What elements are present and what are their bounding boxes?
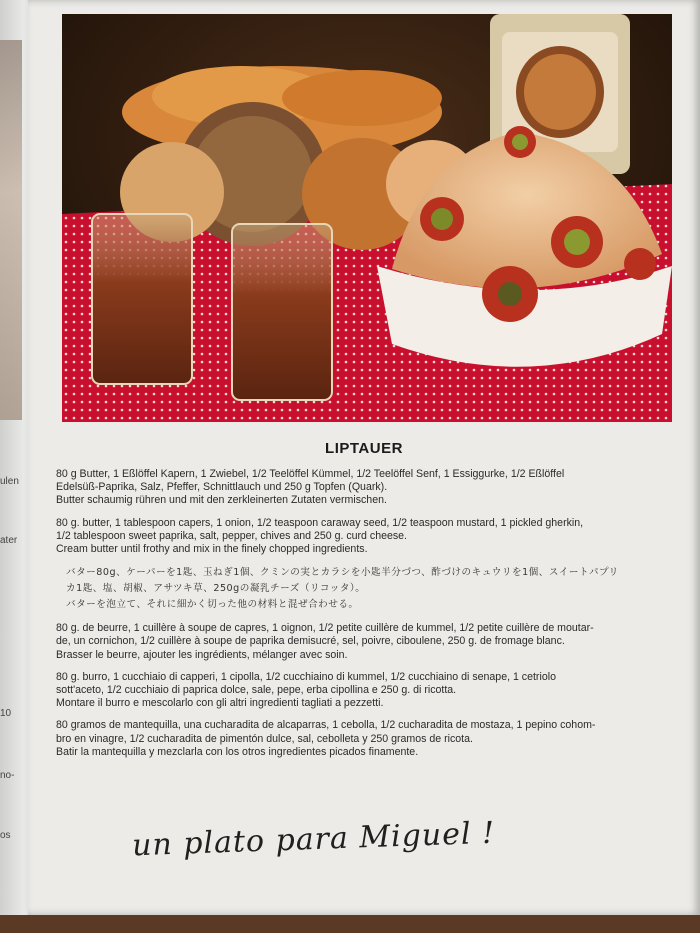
recipe-line: バターを泡立て、それに細かく切った他の材料と混ぜ合わせる。 (66, 599, 359, 611)
recipe-line: 80 g. de beurre, 1 cuillère à soupe de capres, 1 oignon, 1/2 petite cuillère de kummel, 1/2 petite cuillère de moutar- (56, 622, 594, 635)
recipe-photo (62, 14, 672, 422)
table-surface (0, 915, 700, 933)
recipe-spanish (56, 719, 700, 759)
recipe-french (56, 622, 700, 662)
left-page-photo-edge (0, 40, 22, 420)
recipe-line: バター80g、ケーパーを1匙、玉ねぎ1個、クミンの実とカラシを小匙半分づつ、酢づけのキュウリを1個、スイートパプリ (66, 567, 619, 579)
recipe-english (56, 517, 700, 557)
recipe-line: Butter schaumig rühren und mit den zerkleinerten Zutaten vermischen. (56, 494, 387, 507)
recipe-italian (56, 671, 700, 711)
recipe-line: Montare il burro e mescolarlo con gli altri ingredienti tagliati a pezzetti. (56, 697, 384, 710)
recipe-line: 80 g. butter, 1 tablespoon capers, 1 onion, 1/2 teaspoon caraway seed, 1/2 teaspoon mustard, 1 pickled gherkin, (56, 516, 584, 529)
recipe-line: 80 g Butter, 1 Eßlöffel Kapern, 1 Zwiebel, 1/2 Teelöffel Kümmel, 1/2 Teelöffel Senf, 1 Essiggurke, 1/2 Eßlöffel (56, 468, 565, 480)
recipe-line: Batir la mantequilla y mezclarla con los otros ingredientes picados finamente. (56, 745, 419, 758)
handwritten-note: un plato para Miguel ! (131, 815, 496, 864)
recipe-line: 80 gramos de mantequilla, una cucharadita de alcaparras, 1 cebolla, 1/2 cucharadita de mostaza, 1 pepino cohom- (56, 719, 596, 732)
recipe-line: Brasser le beurre, ajouter les ingrédients, mélanger avec soin. (56, 648, 348, 661)
recipe-line: bro en vinagre, 1/2 cucharadita de pimentón dulce, sal, cebolleta y 250 gramos de ricota. (56, 732, 473, 745)
recipe-line: 80 g. burro, 1 cucchiaio di capperi, 1 cipolla, 1/2 cucchiaino di kummel, 1/2 cucchiaino di senape, 1 cetriolo (56, 670, 556, 683)
recipe-line: Edelsüß-Paprika, Salz, Pfeffer, Schnittlauch und 250 g Topfen (Quark). (56, 481, 388, 494)
recipe-line: カ1匙、塩、胡椒、アサツキ草、250gの凝乳チーズ（リコッタ）。 (66, 583, 366, 595)
left-page-fragment: ater (0, 535, 18, 546)
recipe-japanese (56, 565, 700, 613)
recipe-line: 1/2 tablespoon sweet paprika, salt, pepper, chives and 250 g. curd cheese. (56, 529, 408, 542)
recipe-line: sott'aceto, 1/2 cucchiaio di paprica dolce, sale, pepe, erba cipollina e 250 g. di ricotta. (56, 684, 457, 697)
liptauer-photo-illustration (62, 14, 672, 422)
recipe-text (56, 468, 700, 768)
recipe-line: de, un cornichon, 1/2 cuillère à soupe de paprika demisucré, sel, poivre, ciboulene, 250 g. de fromage blanc. (56, 635, 565, 648)
left-page-fragment: ulen (0, 476, 19, 487)
recipe-title: LIPTAUER (325, 440, 403, 457)
left-page-fragment: os (0, 830, 11, 841)
recipe-page (28, 0, 700, 915)
recipe-line: Cream butter until frothy and mix in the finely chopped ingredients. (56, 543, 368, 556)
recipe-german (56, 468, 700, 508)
left-page-fragment: 10 (0, 708, 12, 719)
left-page-fragment: no- (0, 770, 15, 781)
